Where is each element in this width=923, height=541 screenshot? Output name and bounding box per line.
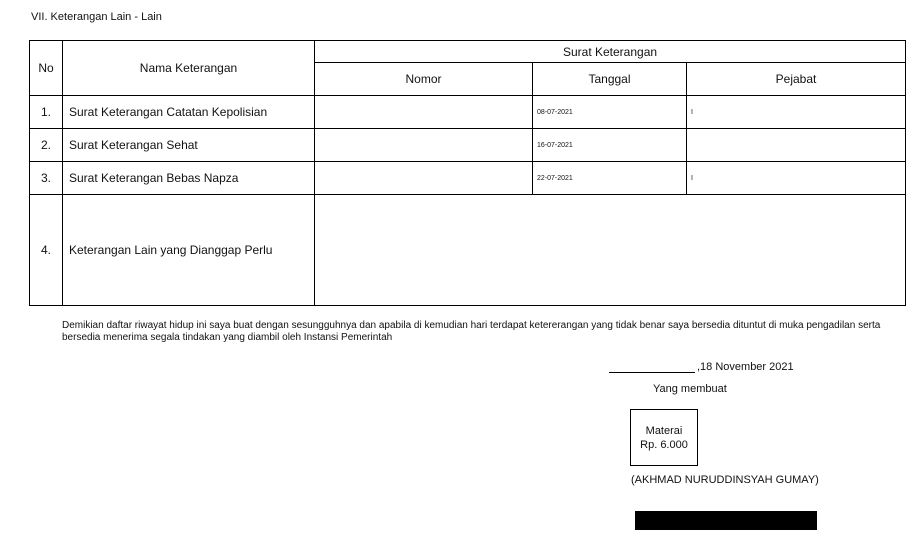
header-pejabat: Pejabat (687, 63, 906, 96)
signature-date: ,18 November 2021 (697, 361, 794, 373)
row-tanggal: 22-07-2021 (533, 162, 687, 195)
row-pejabat: I (687, 162, 906, 195)
row-tanggal: 16-07-2021 (533, 129, 687, 162)
table-row (30, 195, 906, 306)
statement-text: Demikian daftar riwayat hidup ini saya buat dengan sesungguhnya dan apabila di kemudian hari terdapat ketererangan yang tidak benar saya bersedia dituntut di muka pengadilan serta bersedia menerima segala tindakan yang diambil oleh Instansi Pemerintah (62, 320, 881, 343)
maker-label: Yang membuat (653, 383, 727, 395)
stamp-line2: Rp. 6.000 (640, 438, 688, 451)
row-name: Surat Keterangan Catatan Kepolisian (63, 96, 315, 129)
table-row (30, 129, 906, 162)
header-tanggal: Tanggal (533, 63, 687, 96)
row-nomor (315, 96, 533, 129)
header-name: Nama Keterangan (63, 41, 315, 96)
row-pejabat: I (687, 96, 906, 129)
row-number: 3. (30, 162, 63, 195)
place-blank (609, 362, 695, 373)
signature-date-line (609, 361, 794, 373)
section-title: VII. Keterangan Lain - Lain (31, 11, 162, 23)
row-pejabat (687, 129, 906, 162)
row-number: 2. (30, 129, 63, 162)
stamp-line1: Materai (645, 424, 683, 437)
redaction-bar (635, 511, 817, 530)
header-no: No (30, 41, 63, 96)
header-surat-keterangan: Surat Keterangan (315, 41, 906, 63)
table-row (30, 96, 906, 129)
row-keterangan-lain-value (315, 195, 906, 306)
row-nomor (315, 129, 533, 162)
row-number: 1. (30, 96, 63, 129)
row-name: Surat Keterangan Bebas Napza (63, 162, 315, 195)
keterangan-table (29, 40, 906, 306)
header-nomor: Nomor (315, 63, 533, 96)
signer-name: (AKHMAD NURUDDINSYAH GUMAY) (631, 474, 819, 486)
row-tanggal: 08-07-2021 (533, 96, 687, 129)
table-row (30, 162, 906, 195)
row-number: 4. (30, 195, 63, 306)
materai-stamp (630, 409, 698, 466)
row-name: Surat Keterangan Sehat (63, 129, 315, 162)
row-name: Keterangan Lain yang Dianggap Perlu (63, 195, 315, 306)
row-nomor (315, 162, 533, 195)
